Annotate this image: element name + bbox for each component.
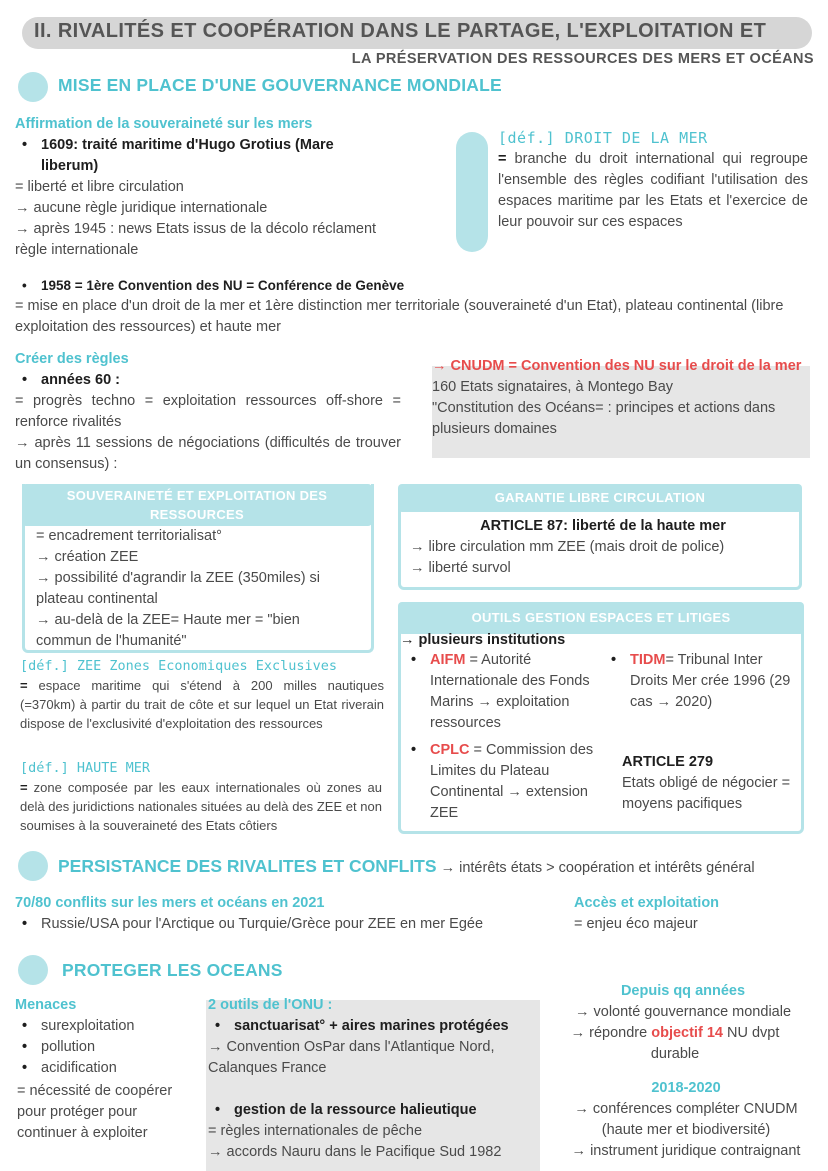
onu-text3: → accords Nauru dans le Pacifique Sud 1982 — [208, 1144, 502, 1160]
depuis-line2c: NU dvpt durable — [650, 1025, 780, 1062]
cnudm-line2: "Constitution des Océans= : principes et actions dans plusieurs domaines — [432, 400, 776, 437]
article87: ARTICLE 87: liberté de la haute mer — [480, 518, 726, 534]
y2018-title: 2018-2020 — [651, 1080, 721, 1096]
souverainete-line3: → après 1945 : news Etats issus de la décolo réclament règle internationale — [15, 221, 377, 258]
def-zee-title: [déf.] ZEE Zones Economiques Exclusives — [20, 658, 337, 674]
objectif14: objectif 14 — [651, 1025, 723, 1041]
box1-line1: = encadrement territorialisat° — [36, 528, 222, 544]
aifm-item — [404, 650, 604, 734]
def-zee-text: espace maritime qui s'étend à 200 milles nautiques (=370km) à partir du trait de côte et sur lequel un Etat riverain dispose de l'exclusivité d'exploitation des ressources — [20, 678, 384, 731]
box1-line2: → création ZEE — [36, 549, 139, 565]
onu-title: 2 outils de l'ONU : — [208, 997, 333, 1013]
tidm-item — [604, 650, 794, 713]
def-eq: = — [498, 151, 507, 167]
menace-item: • pollution — [15, 1037, 195, 1058]
def-haute-mer-text: zone composée par les eaux internationales où zones au delà des juridictions nationales situées au delà des ZEE et non soumises à la souveraineté des Etats côtiers — [20, 780, 382, 833]
aifm-key: AIFM — [430, 652, 466, 668]
cplc-value: = Commission des Limites du Plateau Continental → extension ZEE — [430, 742, 594, 821]
cnudm-line1: 160 Etats signataires, à Montego Bay — [432, 379, 674, 395]
menace-item: • surexploitation — [15, 1016, 195, 1037]
box1-line4: → au-delà de la ZEE= Haute mer = "bien commun de l'humanité" — [36, 612, 300, 649]
def-droit-mer — [498, 128, 808, 233]
article279-block — [622, 752, 798, 815]
souverainete-block — [15, 114, 405, 261]
depuis-block — [548, 981, 818, 1065]
section-dot — [18, 72, 48, 102]
tidm-key: TIDM — [630, 652, 666, 668]
def-zee-eq: = — [20, 678, 28, 693]
section-heading-gouvernance: MISE EN PLACE D'UNE GOUVERNANCE MONDIALE — [58, 75, 502, 95]
regles-line2: → après 11 sessions de négociations (difficultés de trouver un consensus) : — [15, 435, 401, 472]
aifm-value: = Autorité Internationale des Fonds Marins → exploitation ressources — [430, 652, 590, 731]
acces-block — [574, 893, 804, 935]
geneve-block — [15, 275, 805, 338]
def-droit-mer-title: [déf.] DROIT DE LA MER — [498, 129, 708, 147]
box1-line3: → possibilité d'agrandir la ZEE (350miles) si plateau continental — [36, 570, 321, 607]
geneve-bullet: • 1958 = 1ère Convention des NU = Conférence de Genève — [15, 275, 805, 296]
grotius-bullet: • 1609: traité maritime d'Hugo Grotius (Mare liberum) — [15, 135, 381, 177]
regles-block — [15, 349, 401, 475]
y2018-line1: → conférences compléter CNUDM (haute mer et biodiversité) — [574, 1101, 798, 1138]
section-heading-proteger: PROTEGER LES OCEANS — [62, 960, 283, 980]
def-zee — [20, 656, 384, 733]
menace-item: • acidification — [15, 1058, 195, 1079]
cnudm-block — [432, 356, 804, 440]
def-haute-mer — [20, 758, 382, 835]
tidm-value: = Tribunal Inter Droits Mer crée 1996 (29 cas → 2020) — [630, 652, 791, 710]
box-garantie-head: GARANTIE LIBRE CIRCULATION — [398, 484, 802, 512]
box2-line2: → liberté survol — [410, 560, 511, 576]
box-souverainete-body — [36, 526, 358, 652]
rivalites-heading: PERSISTANCE DES RIVALITES ET CONFLITS — [58, 856, 437, 876]
box2-line1: → libre circulation mm ZEE (mais droit de police) — [410, 539, 725, 555]
acces-title: Accès et exploitation — [574, 895, 720, 911]
institutions-intro: → plusieurs institutions — [400, 632, 566, 648]
conflits-block — [15, 893, 555, 935]
souverainete-title: Affirmation de la souveraineté sur les mers — [15, 116, 313, 132]
regles-title: Créer des règles — [15, 351, 129, 367]
article279-title: ARTICLE 279 — [622, 754, 714, 770]
section-heading-rivalites — [58, 856, 755, 877]
onu-text1: → Convention OsPar dans l'Atlantique Nord, Calanques France — [208, 1039, 495, 1076]
souverainete-line2: → aucune règle juridique internationale — [15, 200, 268, 216]
section-dot — [18, 955, 48, 985]
def-bar — [456, 132, 488, 252]
souverainete-line1: = liberté et libre circulation — [15, 179, 184, 195]
cnudm-title: → CNUDM = Convention des NU sur le droit de la mer — [432, 358, 802, 374]
annees60-bullet: • années 60 : — [15, 370, 401, 391]
menaces-text: = nécessité de coopérer pour protéger pour continuer à exploiter — [17, 1083, 173, 1141]
menaces-block — [15, 995, 195, 1144]
menaces-title: Menaces — [15, 997, 77, 1013]
box-outils-head: OUTILS GESTION ESPACES ET LITIGES — [398, 602, 804, 634]
box-souverainete-head: SOUVERAINETÉ ET EXPLOITATION DES RESSOURCES — [22, 484, 372, 526]
article279-text: Etats obligé de négocier = moyens pacifiques — [622, 775, 791, 812]
page-title-line2: LA PRÉSERVATION DES RESSOURCES DES MERS ET OCÉANS — [351, 51, 814, 67]
y2018-block — [548, 1078, 824, 1162]
depuis-line2a: → répondre — [570, 1025, 652, 1041]
depuis-title: Depuis qq années — [620, 983, 746, 999]
conflits-bullet: • Russie/USA pour l'Arctique ou Turquie/Grèce pour ZEE en mer Egée — [15, 914, 555, 935]
depuis-line1: → volonté gouvernance mondiale — [574, 1004, 792, 1020]
def-haute-mer-title: [déf.] HAUTE MER — [20, 760, 151, 776]
section-dot — [18, 851, 48, 881]
cplc-item — [404, 740, 604, 824]
acces-text: = enjeu éco majeur — [574, 916, 698, 932]
y2018-line2: → instrument juridique contraignant — [571, 1143, 801, 1159]
onu-text2: = règles internationales de pêche — [208, 1123, 423, 1139]
onu-block — [208, 995, 540, 1163]
def-hm-eq: = — [20, 780, 28, 795]
onu-bullet2: • gestion de la ressource halieutique — [208, 1100, 540, 1121]
rivalites-suffix: → intérêts états > coopération et intérêts général — [436, 860, 755, 876]
geneve-text: = mise en place d'un droit de la mer et 1ère distinction mer territoriale (souveraineté d'un Etat), plateau continental (libre exploitation des ressources) et haute mer — [15, 298, 784, 335]
conflits-title: 70/80 conflits sur les mers et océans en 2021 — [15, 895, 325, 911]
cplc-key: CPLC — [430, 742, 470, 758]
page-title-line1: II. RIVALITÉS ET COOPÉRATION DANS LE PARTAGE, L'EXPLOITATION ET — [34, 20, 767, 42]
regles-line1: = progrès techno = exploitation ressources off-shore = renforce rivalités — [15, 393, 401, 430]
onu-bullet1: • sanctuarisat° + aires marines protégées — [208, 1016, 540, 1037]
def-droit-mer-text: branche du droit international qui regroupe l'ensemble des règles codifiant l'utilisation des espaces maritime par les Etats et l'exercice de leur pouvoir sur ces espaces — [498, 151, 808, 230]
box-garantie-body — [410, 516, 796, 579]
